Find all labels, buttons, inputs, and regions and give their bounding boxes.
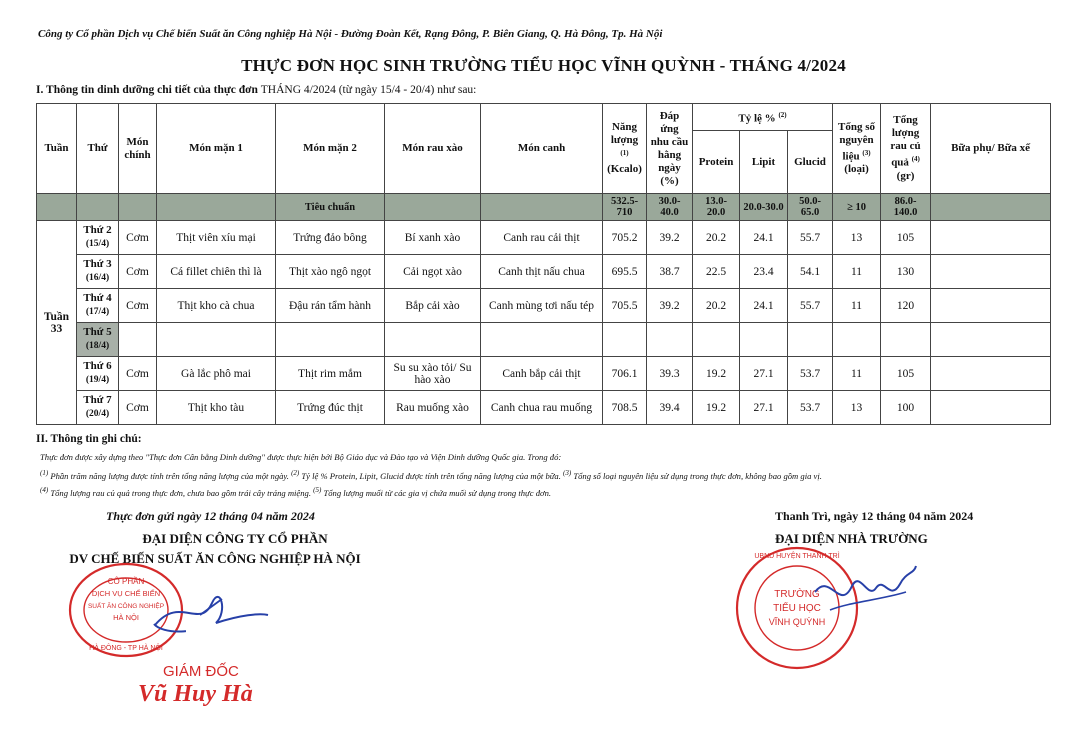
cell-glucid: 53.7 bbox=[788, 391, 833, 425]
section1-heading-text: I. Thông tin dinh dưỡng chi tiết của thực đơn bbox=[36, 84, 258, 96]
standard-protein: 13.0-20.0 bbox=[693, 194, 740, 221]
standard-glucid: 50.0-65.0 bbox=[788, 194, 833, 221]
note-text: Tổng lượng rau củ quả trong thực đơn, chưa bao gồm trái cây tráng miệng. bbox=[50, 487, 311, 498]
standard-blank bbox=[119, 194, 157, 221]
cell-veg-total: 105 bbox=[881, 357, 931, 391]
day-name: Thứ 4 bbox=[83, 292, 112, 304]
cell-soup bbox=[481, 323, 603, 357]
standard-blank bbox=[37, 194, 77, 221]
cell-glucid: 54.1 bbox=[788, 255, 833, 289]
header-veg: Món rau xào bbox=[385, 104, 481, 194]
cell-dish1: Cá fillet chiên thì là bbox=[157, 255, 276, 289]
cell-dish1 bbox=[157, 323, 276, 357]
day-date: (19/4) bbox=[85, 375, 110, 385]
cell-veg-total: 130 bbox=[881, 255, 931, 289]
section2-heading: II. Thông tin ghi chú: bbox=[36, 433, 142, 445]
cell-veg-total: 105 bbox=[881, 221, 931, 255]
header-ratio bbox=[693, 104, 833, 131]
header-energy-unit: (Kcalo) bbox=[607, 163, 642, 176]
note-sup: (3) bbox=[563, 469, 572, 477]
header-ingredients-label: Tổng số nguyên liệu bbox=[838, 120, 876, 163]
note-sup: (2) bbox=[291, 469, 300, 477]
cell-main: Cơm bbox=[119, 391, 157, 425]
cell-ingredients: 11 bbox=[833, 289, 881, 323]
cell-snack bbox=[931, 323, 1051, 357]
cell-main: Cơm bbox=[119, 357, 157, 391]
day-date: (18/4) bbox=[85, 341, 110, 351]
header-ratio-label: Tỷ lệ % bbox=[738, 112, 776, 125]
svg-text:SUẤT ĂN CÔNG NGHIỆP: SUẤT ĂN CÔNG NGHIỆP bbox=[87, 603, 165, 610]
cell-snack bbox=[931, 289, 1051, 323]
left-representative-line1: ĐẠI DIỆN CÔNG TY CỔ PHẦN bbox=[142, 531, 328, 546]
day-name: Thứ 6 bbox=[83, 360, 112, 372]
cell-soup: Canh rau cải thịt bbox=[481, 221, 603, 255]
cell-snack bbox=[931, 391, 1051, 425]
cell-need bbox=[647, 323, 693, 357]
note-sup: (1) bbox=[40, 469, 49, 477]
cell-veg-total: 100 bbox=[881, 391, 931, 425]
cell-dish2: Trứng đúc thịt bbox=[276, 391, 385, 425]
header-need-unit: (%) bbox=[660, 174, 679, 187]
note-line-a bbox=[40, 469, 822, 481]
cell-protein: 20.2 bbox=[693, 221, 740, 255]
cell-ingredients bbox=[833, 323, 881, 357]
cell-protein: 19.2 bbox=[693, 357, 740, 391]
cell-veg-total bbox=[881, 323, 931, 357]
table-row bbox=[37, 289, 1051, 323]
day-date: (17/4) bbox=[85, 307, 110, 317]
left-representative-line2: DV CHẾ BIẾN SUẤT ĂN CÔNG NGHIỆP HÀ NỘI bbox=[69, 551, 361, 566]
cell-veg: Su su xào tỏi/ Su hào xào bbox=[385, 357, 481, 391]
cell-soup: Canh thịt nấu chua bbox=[481, 255, 603, 289]
cell-main bbox=[119, 323, 157, 357]
company-header: Công ty Cổ phần Dịch vụ Chế biến Suất ăn Công nghiệp Hà Nội - Đường Đoàn Kết, Rạng Đông, P. Biên Giang, Q. Hà Đông, Tp. Hà Nội bbox=[38, 28, 663, 40]
header-protein: Protein bbox=[693, 131, 740, 194]
cell-lipit: 24.1 bbox=[740, 289, 788, 323]
day-cell bbox=[77, 289, 119, 323]
note-text: Tổng số loại nguyên liệu sử dụng trong thực đơn, không bao gồm gia vị. bbox=[573, 470, 822, 481]
table-row bbox=[37, 391, 1051, 425]
cell-protein bbox=[693, 323, 740, 357]
note-sup: (4) bbox=[40, 486, 49, 494]
header-energy-sup: (1) bbox=[620, 148, 629, 157]
cell-soup: Canh chua rau muống bbox=[481, 391, 603, 425]
day-name: Thứ 5 bbox=[83, 326, 112, 338]
day-name: Thứ 2 bbox=[83, 224, 112, 236]
cell-dish2: Trứng đảo bông bbox=[276, 221, 385, 255]
standard-need: 30.0-40.0 bbox=[647, 194, 693, 221]
standard-energy: 532.5-710 bbox=[603, 194, 647, 221]
standard-label: Tiêu chuẩn bbox=[276, 194, 385, 221]
day-cell bbox=[77, 391, 119, 425]
header-veg-total-unit: (gr) bbox=[896, 169, 915, 182]
day-date: (20/4) bbox=[85, 409, 110, 419]
cell-dish1: Gà lắc phô mai bbox=[157, 357, 276, 391]
standard-veg-total: 86.0-140.0 bbox=[881, 194, 931, 221]
cell-veg: Bí xanh xào bbox=[385, 221, 481, 255]
table-row bbox=[37, 255, 1051, 289]
svg-text:UBND HUYỆN THANH TRÌ: UBND HUYỆN THANH TRÌ bbox=[754, 553, 840, 560]
note-text: Tổng lượng muối từ các gia vị chứa muối sử dụng trong thực đơn. bbox=[323, 487, 552, 498]
header-snack: Bữa phụ/ Bữa xế bbox=[931, 104, 1051, 194]
svg-text:DỊCH VỤ CHẾ BIẾN: DỊCH VỤ CHẾ BIẾN bbox=[91, 589, 161, 598]
cell-energy: 706.1 bbox=[603, 357, 647, 391]
header-veg-total-label: Tổng lượng rau củ quả bbox=[890, 114, 921, 169]
table-row bbox=[37, 357, 1051, 391]
header-veg-total-sup: (4) bbox=[911, 155, 920, 164]
header-dish2: Món mặn 2 bbox=[276, 104, 385, 194]
cell-lipit: 23.4 bbox=[740, 255, 788, 289]
cell-energy: 705.5 bbox=[603, 289, 647, 323]
header-need-label: Đáp ứng nhu cầu hằng ngày bbox=[650, 109, 689, 174]
left-signature-date: Thực đơn gửi ngày 12 tháng 04 năm 2024 bbox=[106, 509, 315, 523]
svg-text:VĨNH QUỲNH: VĨNH QUỲNH bbox=[768, 617, 826, 627]
cell-veg-total: 120 bbox=[881, 289, 931, 323]
cell-need: 38.7 bbox=[647, 255, 693, 289]
note-line-b bbox=[40, 486, 551, 498]
cell-soup: Canh mùng tơi nấu tép bbox=[481, 289, 603, 323]
note-sup: (5) bbox=[313, 486, 322, 494]
cell-protein: 19.2 bbox=[693, 391, 740, 425]
cell-ingredients: 13 bbox=[833, 391, 881, 425]
header-ingredients-unit: (loại) bbox=[844, 163, 869, 176]
header-soup: Món canh bbox=[481, 104, 603, 194]
director-title: GIÁM ĐỐC bbox=[163, 663, 239, 680]
svg-text:TIỂU HỌC: TIỂU HỌC bbox=[773, 603, 821, 614]
standard-lipit: 20.0-30.0 bbox=[740, 194, 788, 221]
cell-glucid: 53.7 bbox=[788, 357, 833, 391]
cell-need: 39.2 bbox=[647, 289, 693, 323]
svg-text:TRƯỜNG: TRƯỜNG bbox=[774, 589, 820, 600]
cell-lipit: 27.1 bbox=[740, 391, 788, 425]
cell-ingredients: 11 bbox=[833, 357, 881, 391]
day-name: Thứ 7 bbox=[83, 394, 112, 406]
note-text: Tỷ lệ % Protein, Lipit, Glucid được tính trên tổng năng lượng của một bữa. bbox=[301, 470, 561, 481]
header-main: Món chính bbox=[119, 104, 157, 194]
day-name: Thứ 3 bbox=[83, 258, 112, 270]
svg-text:HÀ ĐÔNG - TP HÀ NỘI: HÀ ĐÔNG - TP HÀ NỘI bbox=[89, 645, 163, 652]
cell-main: Cơm bbox=[119, 289, 157, 323]
day-cell bbox=[77, 255, 119, 289]
cell-main: Cơm bbox=[119, 221, 157, 255]
svg-text:HÀ NỘI: HÀ NỘI bbox=[113, 613, 139, 622]
day-date: (15/4) bbox=[85, 239, 110, 249]
table-row bbox=[37, 221, 1051, 255]
cell-dish2: Thịt rim mắm bbox=[276, 357, 385, 391]
cell-dish2: Đậu rán tẩm hành bbox=[276, 289, 385, 323]
day-date: (16/4) bbox=[85, 273, 110, 283]
header-energy-label: Năng lượng bbox=[610, 120, 639, 146]
cell-energy: 708.5 bbox=[603, 391, 647, 425]
header-lipit: Lipit bbox=[740, 131, 788, 194]
cell-lipit: 27.1 bbox=[740, 357, 788, 391]
cell-soup: Canh bắp cải thịt bbox=[481, 357, 603, 391]
header-ratio-sup: (2) bbox=[778, 110, 787, 119]
cell-ingredients: 11 bbox=[833, 255, 881, 289]
company-signature bbox=[150, 585, 270, 645]
cell-veg: Bắp cải xào bbox=[385, 289, 481, 323]
cell-need: 39.3 bbox=[647, 357, 693, 391]
header-ingredients bbox=[833, 104, 881, 194]
table-header-row bbox=[37, 104, 1051, 131]
header-dish1: Món mặn 1 bbox=[157, 104, 276, 194]
cell-dish1: Thịt viên xíu mại bbox=[157, 221, 276, 255]
standard-blank bbox=[481, 194, 603, 221]
cell-lipit: 24.1 bbox=[740, 221, 788, 255]
standard-blank bbox=[157, 194, 276, 221]
svg-text:CÔ PHẦN: CÔ PHẦN bbox=[107, 577, 145, 586]
cell-dish1: Thịt kho cà chua bbox=[157, 289, 276, 323]
day-cell bbox=[77, 323, 119, 357]
cell-ingredients: 13 bbox=[833, 221, 881, 255]
week-cell: Tuần 33 bbox=[37, 221, 77, 425]
section1-heading bbox=[36, 84, 476, 96]
cell-snack bbox=[931, 221, 1051, 255]
cell-snack bbox=[931, 357, 1051, 391]
cell-dish2 bbox=[276, 323, 385, 357]
page-title: THỰC ĐƠN HỌC SINH TRƯỜNG TIỂU HỌC VĨNH QUỲNH - THÁNG 4/2024 bbox=[241, 56, 846, 75]
cell-protein: 20.2 bbox=[693, 289, 740, 323]
section1-subtitle: THÁNG 4/2024 (từ ngày 15/4 - 20/4) như sau: bbox=[260, 84, 477, 96]
cell-main: Cơm bbox=[119, 255, 157, 289]
standard-row bbox=[37, 194, 1051, 221]
cell-need: 39.2 bbox=[647, 221, 693, 255]
header-day: Thứ bbox=[77, 104, 119, 194]
cell-dish1: Thịt kho tàu bbox=[157, 391, 276, 425]
note-intro: Thực đơn được xây dựng theo "Thực đơn Cân bằng Dinh dưỡng" được thực hiện bởi Bộ Giáo dục và Đào tạo và Viện Dinh dưỡng Quốc gia. Trong đó: bbox=[40, 452, 562, 462]
standard-blank bbox=[77, 194, 119, 221]
header-glucid: Glucid bbox=[788, 131, 833, 194]
standard-blank bbox=[931, 194, 1051, 221]
cell-veg: Cải ngọt xào bbox=[385, 255, 481, 289]
cell-energy: 705.2 bbox=[603, 221, 647, 255]
cell-glucid: 55.7 bbox=[788, 221, 833, 255]
cell-veg: Rau muống xào bbox=[385, 391, 481, 425]
cell-need: 39.4 bbox=[647, 391, 693, 425]
day-cell bbox=[77, 357, 119, 391]
day-cell bbox=[77, 221, 119, 255]
cell-dish2: Thịt xào ngô ngọt bbox=[276, 255, 385, 289]
right-signature-date: Thanh Trì, ngày 12 tháng 04 năm 2024 bbox=[775, 509, 974, 523]
cell-lipit bbox=[740, 323, 788, 357]
header-veg-total bbox=[881, 104, 931, 194]
director-name: Vũ Huy Hà bbox=[138, 681, 253, 707]
cell-glucid bbox=[788, 323, 833, 357]
right-representative: ĐẠI DIỆN NHÀ TRƯỜNG bbox=[775, 531, 928, 546]
standard-blank bbox=[385, 194, 481, 221]
note-text: Phần trăm năng lượng được tính trên tổng năng lượng của một ngày. bbox=[50, 470, 289, 481]
standard-ingredients: ≥ 10 bbox=[833, 194, 881, 221]
table-row bbox=[37, 323, 1051, 357]
school-signature bbox=[810, 562, 920, 622]
cell-energy: 695.5 bbox=[603, 255, 647, 289]
cell-energy bbox=[603, 323, 647, 357]
header-need bbox=[647, 104, 693, 194]
header-energy bbox=[603, 104, 647, 194]
cell-protein: 22.5 bbox=[693, 255, 740, 289]
header-week: Tuần bbox=[37, 104, 77, 194]
menu-table bbox=[36, 103, 1051, 425]
cell-veg bbox=[385, 323, 481, 357]
cell-glucid: 55.7 bbox=[788, 289, 833, 323]
header-ingredients-sup: (3) bbox=[862, 148, 871, 157]
cell-snack bbox=[931, 255, 1051, 289]
